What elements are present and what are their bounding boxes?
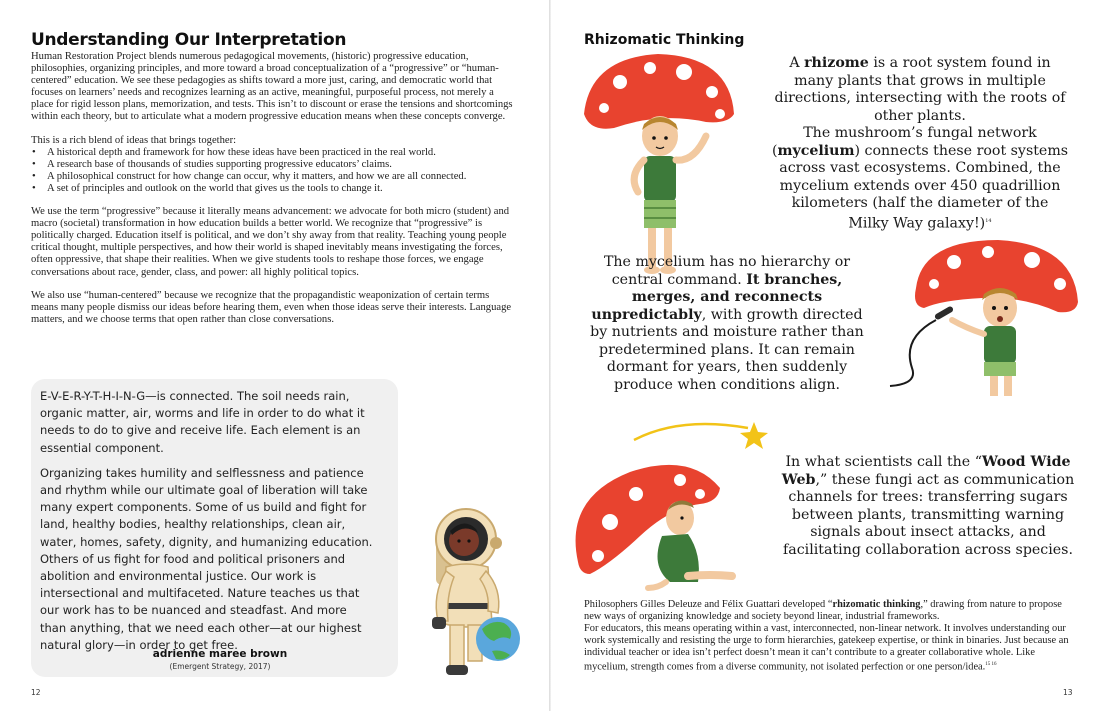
quote-paragraph-2: Organizing takes humility and selflessness and patience and rhythm while our ultimate goal of liberation will take many expert components. Some of us build and fight for land, healthy bodies, healthy relationships, clean air, water, homes, safety, dignity, and humanizing education. Others of us fight for food and political prisoners and abolition and environmental justice. Our work is intersectional and multifaceted. Nature teaches us that our work has to be nuanced and steadfast. And more than anything, that we need each other—at our highest natural glory—in order to get free. — [40, 465, 373, 652]
rhizome-term: rhizome — [804, 55, 869, 71]
rhizomatic-thinking-term: rhizomatic thinking — [832, 599, 921, 610]
blend-list — [31, 147, 517, 195]
educators-text: For educators, this means operating within a vast, interconnected, non-linear network. It involves understanding our work systemically and resisting the urge to form hierarchies, gatekeep expertise, or think in binaries. Just because an individual teacher or idea isn’t perfect doesn’t mean it can’t contribute to a greater collaborative whole. Like mycelium, strength comes from a diverse community, not isolated perfection or one person/idea. — [584, 622, 1069, 672]
progressive-paragraph: We use the term “progressive” because it literally means advancement: we advocate for both micro (student) and macro (societal) transformation in how education builds a better world. We recognize that “progressive” is politically charged. Education itself is political, and we don’t shy away from that reality. Teaching young people critical thought, multiple perspectives, and how their world is shaped inevitably means investigating the forces, often oppressive, that shape their realities. When we give students tools to reshape those forces, we engage conversations about race, gender, class, and power: all highly political topics. — [31, 206, 510, 278]
quote-text — [40, 388, 374, 662]
left-page-number: 12 — [31, 688, 41, 697]
blend-intro: This is a rich blend of ideas that brings together: — [31, 134, 237, 146]
hierarchy-text-post: , with growth directed by nutrients and moisture rather than predetermined plans. It can remain dormant for years, then suddenly produce when conditions align. — [590, 306, 864, 393]
philosophers-text-pre: Philosophers Gilles Deleuze and Félix Guattari developed “ — [584, 599, 833, 610]
list-item: • A research base of thousands of studies supporting progressive educators’ claims. — [31, 159, 517, 171]
mycelium-text-pre: The mushroom’s fungal network ( — [771, 125, 1037, 159]
mushroom-child-sitting-icon — [570, 458, 740, 598]
rhizome-text-post: is a root system found in many plants that grows in multiple directions, intersecting with the roots of other plants. — [774, 55, 1066, 124]
philosophers-paragraph — [584, 599, 1074, 623]
hierarchy-paragraph — [582, 254, 872, 394]
mycelium-term: mycelium — [777, 142, 855, 159]
wood-text-pre: In what scientists call the “ — [785, 454, 982, 470]
quote-paragraph-1: E-V-E-R-Y-T-H-I-N-G—is connected. The soil needs rain, organic matter, air, worms and life in order to do what it needs to do to give and receive life. Each element is an essential component. — [40, 389, 365, 455]
wood-text-post: ,” these fungi act as communication channels for trees: transferring sugars between plants, transmitting warning signals about insect attacks, and facilitating collaboration across species. — [783, 471, 1075, 558]
quote-author: adrienne maree brown — [152, 648, 288, 660]
philosophers-section — [584, 599, 1074, 673]
left-page-title: Understanding Our Interpretation — [31, 30, 347, 50]
philosophers-text-post: ,” drawing from nature to propose new ways of organizing knowledge and society beyond linear, industrial frameworks. — [584, 599, 1062, 622]
mycelium-text-post: ) connects these root systems across vast ecosystems. Combined, the mycelium extends over 450 quadrillion kilometers (half the diameter of the Milky Way galaxy!) — [779, 142, 1069, 232]
footnote-marker: 15 16 — [985, 661, 997, 667]
page-gutter — [549, 0, 551, 711]
footnote-marker: 14 — [985, 217, 992, 224]
shooting-star-icon — [630, 412, 770, 452]
wood-wide-web-paragraph — [778, 454, 1078, 559]
right-page-title: Rhizomatic Thinking — [584, 32, 745, 48]
mushroom-child-with-microphone-icon — [882, 238, 1082, 398]
astronaut-with-earth-icon — [418, 505, 523, 683]
list-item: • A philosophical construct for how change can occur, why it matters, and how we are all connected. — [31, 171, 517, 183]
mushroom-child-thumbs-up-icon — [580, 52, 740, 282]
right-page-number: 13 — [1063, 688, 1073, 697]
wood-wide-web-term: Wood Wide Web — [781, 454, 1071, 488]
hierarchy-text-pre: The mycelium has no hierarchy or central command. — [603, 254, 851, 288]
rhizome-definition — [770, 55, 1070, 125]
left-page-body — [31, 51, 517, 337]
mycelium-paragraph — [770, 125, 1070, 233]
educators-paragraph — [584, 623, 1074, 673]
intro-paragraph: Human Restoration Project blends numerous pedagogical movements, (historic) progressive education, philosophies, organizing principles, and more toward a broad conceptualization of a “progressive” or “human-centered” education. We see these pedagogies as shifts toward a more just, caring, and democratic world that focuses on learners’ needs and recognizes learning as an active, meaningful, purposeful process, not merely a place for rigid lesson plans, memorization, and tests. This isn’t to discount or erase the tensions and shortcomings within each theory, but to articulate what a modern progressive education means when these concepts converge. — [31, 51, 513, 123]
list-item: • A set of principles and outlook on the world that gives us the tools to change it. — [31, 183, 517, 195]
human-centered-paragraph: We also use “human-centered” because we recognize that the propagandistic weaponization of certain terms means many people dismiss our ideas before hearing them, even when those ideas serve their interests. Language matters, and we choose terms that open rather than close conversations. — [31, 289, 512, 325]
hierarchy-emphasis: It branches, merges, and reconnects unpredictably — [591, 271, 843, 323]
quote-source: (Emergent Strategy, 2017) — [169, 662, 271, 671]
rhizome-text-pre: A — [789, 55, 805, 71]
list-item: • A historical depth and framework for how these ideas have been practiced in the real world. — [31, 147, 517, 159]
